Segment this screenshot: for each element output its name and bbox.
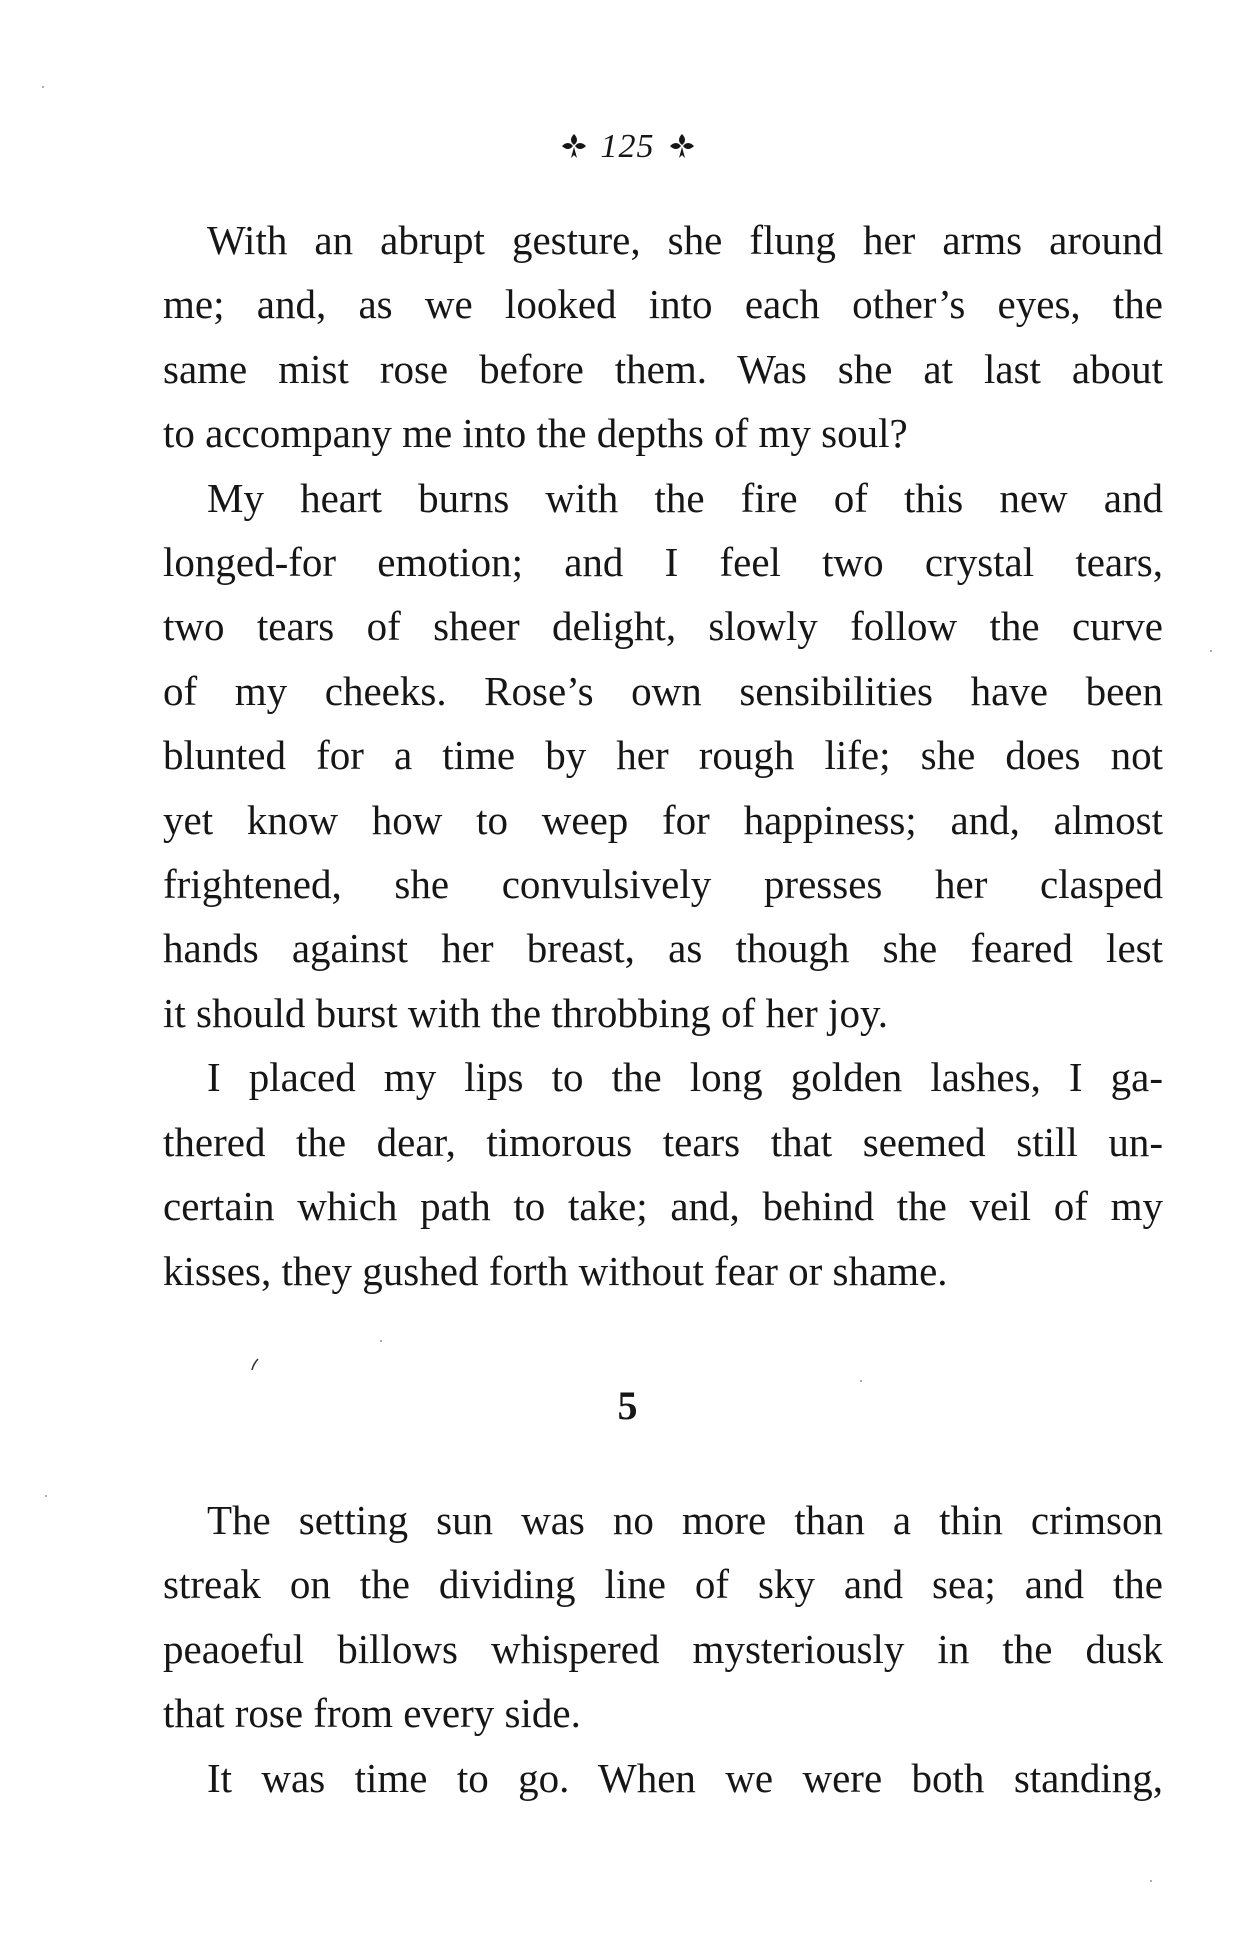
fleuron-right-icon: [667, 131, 697, 161]
text-line: yet know how to weep for happiness; and, almost: [163, 796, 1163, 843]
text-line: The setting sun was no more than a thin crimson: [207, 1497, 1163, 1543]
text-line: to accompany me into the depths of my soul?: [163, 410, 908, 457]
paragraph-5: [163, 1746, 1163, 1810]
paper-speck: [42, 86, 44, 88]
text-line: With an abrupt gesture, she flung her arms around: [207, 217, 1163, 263]
text-line: I placed my lips to the long golden lashes, I ga-: [207, 1054, 1163, 1101]
text-line: hands against her breast, as though she feared lest: [163, 925, 1163, 972]
text-before-section: [163, 208, 1163, 1303]
stray-mark: [250, 1357, 260, 1371]
text-line: same mist rose before them. Was she at last about: [163, 345, 1163, 392]
text-line: peaoeful billows whispered mysteriously in the dusk: [163, 1625, 1163, 1672]
paper-speck: [380, 1340, 382, 1342]
text-line: me; and, as we looked into each other’s eyes, the: [163, 281, 1163, 328]
paragraph-2: [163, 466, 1163, 1046]
text-line: My heart burns with the fire of this new and: [207, 474, 1163, 521]
paper-speck: [860, 1380, 862, 1382]
text-line: kisses, they gushed forth without fear or shame.: [163, 1247, 948, 1294]
paragraph-4: [163, 1488, 1163, 1746]
fleuron-left-icon: [559, 131, 589, 161]
page-number: 125: [600, 128, 655, 165]
section-number: 5: [617, 1383, 638, 1428]
text-line: certain which path to take; and, behind the veil of my: [163, 1183, 1163, 1230]
page-header: [0, 128, 1255, 166]
text-line: of my cheeks. Rose’s own sensibilities have been: [163, 667, 1163, 714]
text-line: longed-for emotion; and I feel two crystal tears,: [163, 539, 1163, 586]
text-line: blunted for a time by her rough life; she does not: [163, 732, 1163, 779]
paragraph-1: [163, 208, 1163, 466]
text-line: two tears of sheer delight, slowly follow the curve: [163, 603, 1163, 650]
text-line: frightened, she convulsively presses her clasped: [163, 861, 1163, 908]
paper-speck: [45, 1495, 47, 1497]
paper-speck: [1150, 1880, 1152, 1882]
text-after-section: [163, 1488, 1163, 1810]
text-line: streak on the dividing line of sky and sea; and the: [163, 1561, 1163, 1608]
text-line: that rose from every side.: [163, 1690, 581, 1737]
text-line: It was time to go. When we were both standing,: [207, 1754, 1163, 1801]
text-line: thered the dear, timorous tears that seemed still un-: [163, 1118, 1163, 1165]
text-line: it should burst with the throbbing of her joy.: [163, 989, 889, 1036]
paper-speck: [1210, 650, 1212, 652]
paragraph-3: [163, 1045, 1163, 1303]
